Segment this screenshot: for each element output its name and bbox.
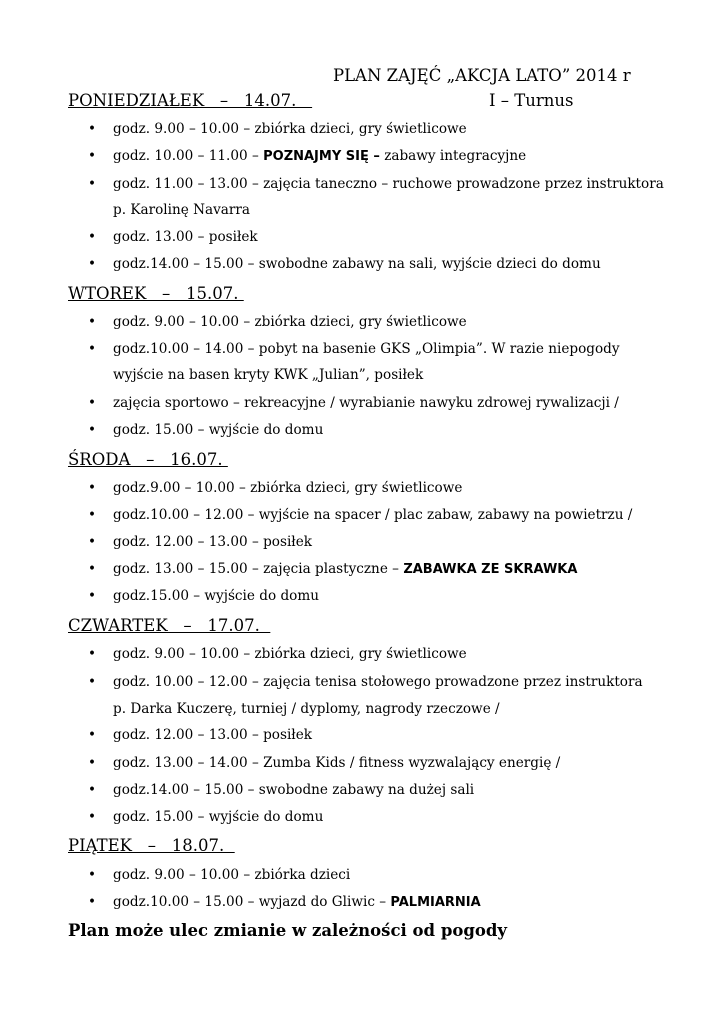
bullet-icon: • (88, 534, 97, 550)
turnus-label: I – Turnus (489, 91, 574, 110)
day-heading-tuesday: WTOREK – 15.07. (68, 284, 244, 303)
list-item-continuation: p. Darka Kuczerę, turniej / dyplomy, nagrody rzeczowe / (113, 701, 500, 717)
list-item (113, 894, 481, 910)
list-item: godz. 15.00 – wyjście do domu (113, 422, 324, 438)
bullet-icon: • (88, 867, 97, 883)
item-text: godz. 10.00 – 11.00 – (113, 148, 264, 164)
bullet-icon: • (88, 314, 97, 330)
day-heading-wednesday: ŚRODA – 16.07. (68, 450, 228, 469)
list-item: godz. 12.00 – 13.00 – posiłek (113, 727, 313, 743)
bullet-icon: • (88, 480, 97, 496)
bullet-icon: • (88, 561, 97, 577)
list-item: godz. 9.00 – 10.00 – zbiórka dzieci, gry świetlicowe (113, 646, 467, 662)
bullet-icon: • (88, 256, 97, 272)
bullet-icon: • (88, 588, 97, 604)
bullet-icon: • (88, 422, 97, 438)
list-item: godz. 13.00 – posiłek (113, 229, 258, 245)
list-item-continuation: wyjście na basen kryty KWK „Julian”, posiłek (113, 367, 424, 383)
bullet-icon: • (88, 646, 97, 662)
bullet-icon: • (88, 121, 97, 137)
list-item: godz. 9.00 – 10.00 – zbiórka dzieci (113, 867, 351, 883)
list-item: godz.14.00 – 15.00 – swobodne zabawy na dużej sali (113, 782, 475, 798)
bullet-icon: • (88, 176, 97, 192)
list-item (113, 561, 577, 577)
item-text: godz. 13.00 – 15.00 – zajęcia plastyczne – (113, 561, 404, 577)
list-item: godz. 13.00 – 14.00 – Zumba Kids / fitness wyzwalający energię / (113, 755, 561, 771)
bullet-icon: • (88, 782, 97, 798)
list-item: godz.15.00 – wyjście do domu (113, 588, 319, 604)
item-text: godz.10.00 – 15.00 – wyjazd do Gliwic – (113, 894, 391, 910)
list-item: godz.14.00 – 15.00 – swobodne zabawy na sali, wyjście dzieci do domu (113, 256, 601, 272)
bullet-icon: • (88, 755, 97, 771)
item-highlight: ZABAWKA ZE SKRAWKA (403, 562, 578, 577)
list-item: godz.10.00 – 12.00 – wyjście na spacer / plac zabaw, zabawy na powietrzu / (113, 507, 633, 523)
bullet-icon: • (88, 395, 97, 411)
list-item (113, 148, 526, 164)
bullet-icon: • (88, 229, 97, 245)
bullet-icon: • (88, 148, 97, 164)
bullet-icon: • (88, 809, 97, 825)
day-heading-thursday: CZWARTEK – 17.07. (68, 616, 271, 635)
footer-note: Plan może ulec zmianie w zależności od pogody (68, 921, 508, 940)
list-item: zajęcia sportowo – rekreacyjne / wyrabianie nawyku zdrowej rywalizacji / (113, 395, 619, 411)
list-item: godz. 10.00 – 12.00 – zajęcia tenisa stołowego prowadzone przez instruktora (113, 674, 643, 690)
bullet-icon: • (88, 341, 97, 357)
list-item: godz. 9.00 – 10.00 – zbiórka dzieci, gry świetlicowe (113, 121, 467, 137)
list-item: godz. 9.00 – 10.00 – zbiórka dzieci, gry świetlicowe (113, 314, 467, 330)
list-item: godz. 12.00 – 13.00 – posiłek (113, 534, 313, 550)
list-item: godz. 11.00 – 13.00 – zajęcia taneczno – ruchowe prowadzone przez instruktora (113, 176, 664, 192)
list-item-continuation: p. Karolinę Navarra (113, 202, 250, 218)
item-highlight: POZNAJMY SIĘ – (263, 149, 380, 164)
bullet-icon: • (88, 894, 97, 910)
day-heading-friday: PIĄTEK – 18.07. (68, 836, 235, 855)
bullet-icon: • (88, 674, 97, 690)
document-title: PLAN ZAJĘĆ „AKCJA LATO” 2014 r (333, 66, 631, 85)
day-heading-monday: PONIEDZIAŁEK – 14.07. (68, 91, 313, 110)
bullet-icon: • (88, 727, 97, 743)
bullet-icon: • (88, 507, 97, 523)
item-highlight: PALMIARNIA (390, 895, 481, 910)
list-item: godz.10.00 – 14.00 – pobyt na basenie GKS „Olimpia”. W razie niepogody (113, 341, 620, 357)
list-item: godz.9.00 – 10.00 – zbiórka dzieci, gry świetlicowe (113, 480, 463, 496)
list-item: godz. 15.00 – wyjście do domu (113, 809, 324, 825)
item-text: zabawy integracyjne (379, 148, 527, 164)
